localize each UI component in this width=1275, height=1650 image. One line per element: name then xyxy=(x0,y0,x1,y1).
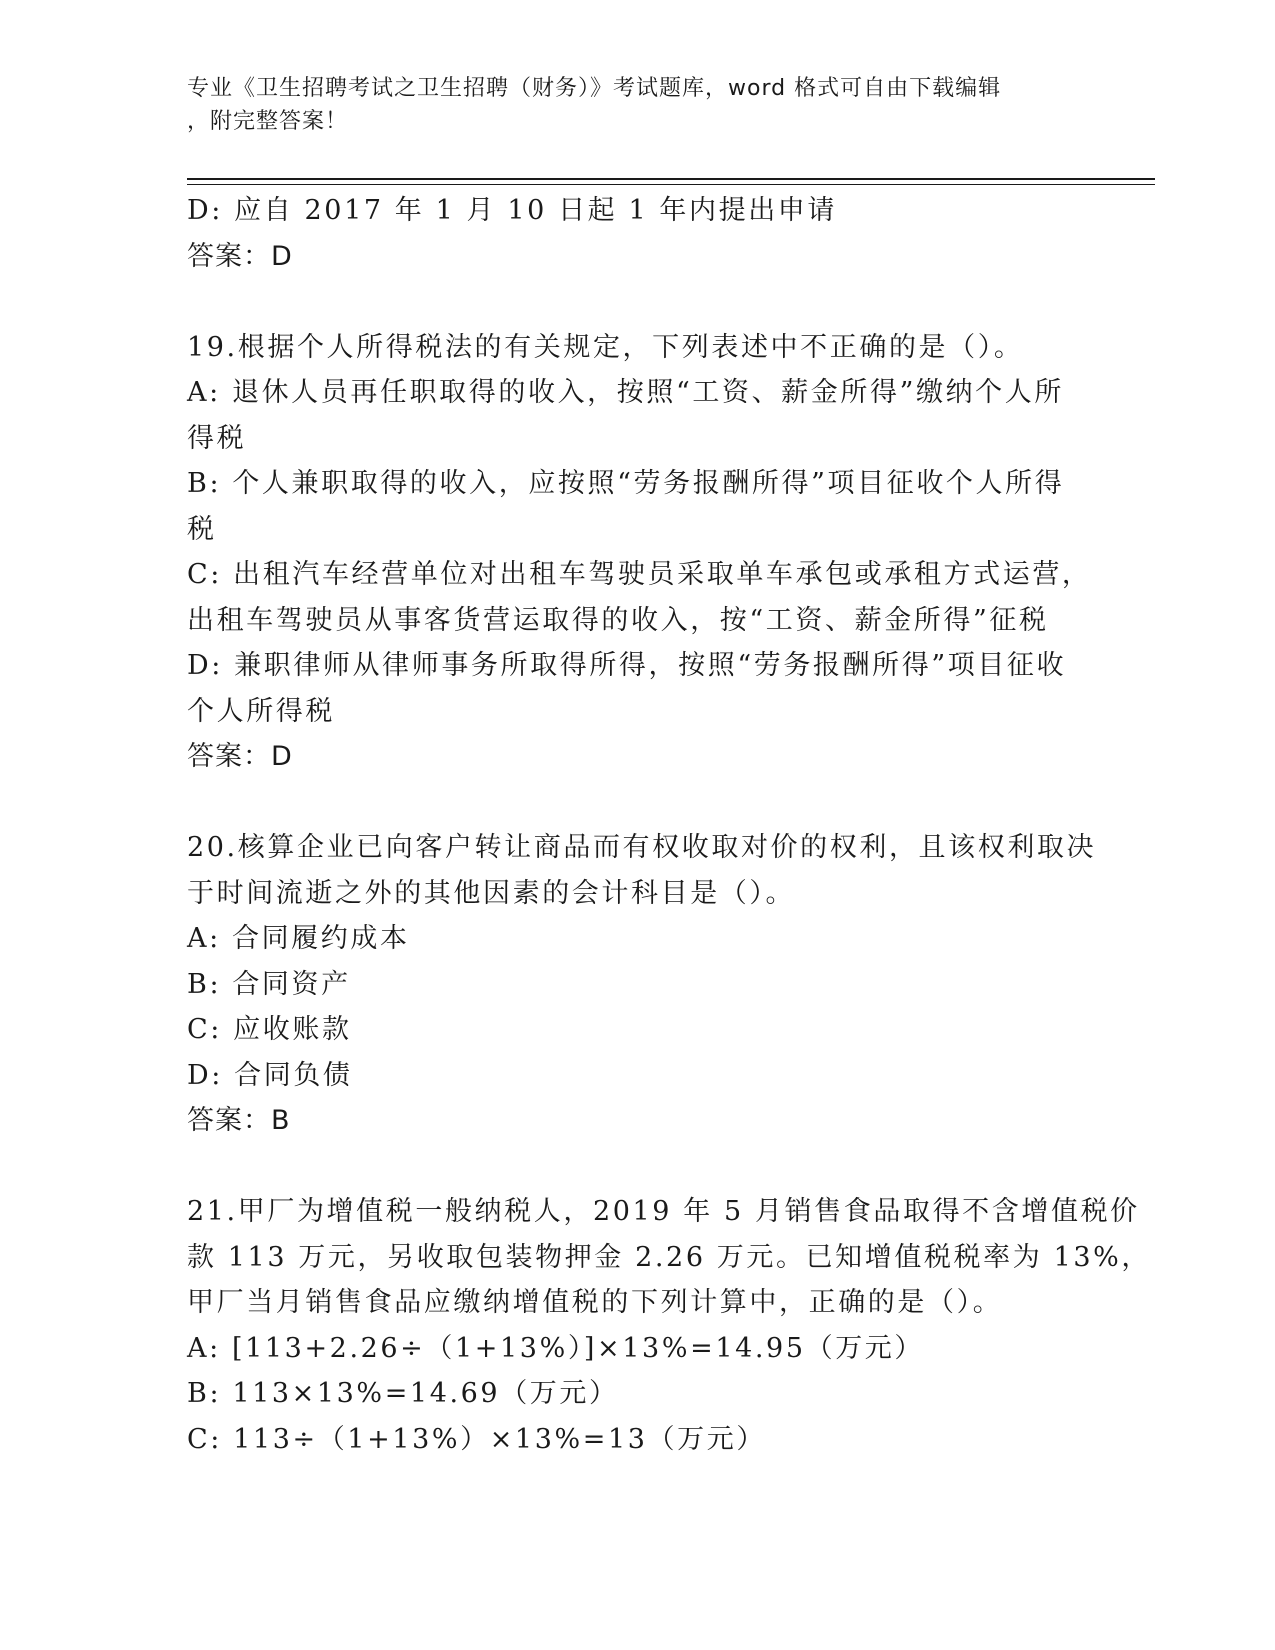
option-a: A: [113+2.26÷（1+13%）]×13%=14.95（万元） xyxy=(187,1332,925,1364)
answer: 答案：B xyxy=(187,1105,291,1136)
question-stem-line-2: 于时间流逝之外的其他因素的会计科目是（）。 xyxy=(187,877,796,909)
option-d: D: 合同负债 xyxy=(187,1059,353,1091)
option-c: C: 应收账款 xyxy=(187,1014,352,1045)
question-content xyxy=(187,188,1151,1462)
spacer xyxy=(187,780,1087,826)
question-stem-line-3: 甲厂当月销售食品应缴纳增值税的下列计算中，正确的是（）。 xyxy=(187,1287,1003,1318)
header-line-1: 专业《卫生招聘考试之卫生招聘（财务）》考试题库，word 格式可自由下载编辑 xyxy=(187,76,1002,101)
option-c-line-2: 出租车驾驶员从事客货营运取得的收入，按“工资、薪金所得”征税 xyxy=(187,604,1049,636)
option-d-line-1: D: 兼职律师从律师事务所取得所得，按照“劳务报酬所得”项目征收 xyxy=(187,650,1067,681)
option-c-line-1: C: 出租汽车经营单位对出租车驾驶员采取单车承包或承租方式运营， xyxy=(187,559,1092,590)
answer: 答案：D xyxy=(187,741,293,772)
document-header xyxy=(187,72,1067,138)
option-a-line-1: A: 退休人员再任职取得的收入，按照“工资、薪金所得”缴纳个人所 xyxy=(187,377,1064,408)
option-d: D: 应自 2017 年 1 月 10 日起 1 年内提出申请 xyxy=(187,195,838,226)
question-stem-line-2: 款 113 万元，另收取包装物押金 2.26 万元。已知增值税税率为 13%， xyxy=(187,1241,1151,1273)
question-stem-line-1: 20.核算企业已向客户转让商品而有权收取对价的权利，且该权利取决 xyxy=(187,832,1097,863)
question-stem: 19.根据个人所得税法的有关规定，下列表述中不正确的是（）。 xyxy=(187,331,1024,363)
question-19 xyxy=(187,325,1092,780)
header-divider-thin xyxy=(187,184,1155,185)
option-c: C: 113÷（1+13%）×13%=13（万元） xyxy=(187,1423,766,1455)
spacer xyxy=(187,279,1087,325)
question-stem-line-1: 21.甲厂为增值税一般纳税人，2019 年 5 月销售食品取得不含增值税价 xyxy=(187,1196,1140,1227)
question-20 xyxy=(187,825,1097,1144)
header-divider-thick xyxy=(187,178,1155,180)
spacer xyxy=(187,1144,1087,1190)
option-b: B: 合同资产 xyxy=(187,968,351,1000)
header-line-2: ，附完整答案！ xyxy=(187,109,349,134)
option-b: B: 113×13%=14.69（万元） xyxy=(187,1378,619,1409)
option-b-line-1: B: 个人兼职取得的收入，应按照“劳务报酬所得”项目征收个人所得 xyxy=(187,468,1065,499)
question-18-tail xyxy=(187,188,1087,279)
option-a-line-2: 得税 xyxy=(187,422,247,454)
option-a: A: 合同履约成本 xyxy=(187,923,410,954)
option-d-line-2: 个人所得税 xyxy=(187,695,335,727)
option-b-line-2: 税 xyxy=(187,513,217,545)
answer: 答案：D xyxy=(187,240,293,272)
question-21 xyxy=(187,1189,1151,1462)
